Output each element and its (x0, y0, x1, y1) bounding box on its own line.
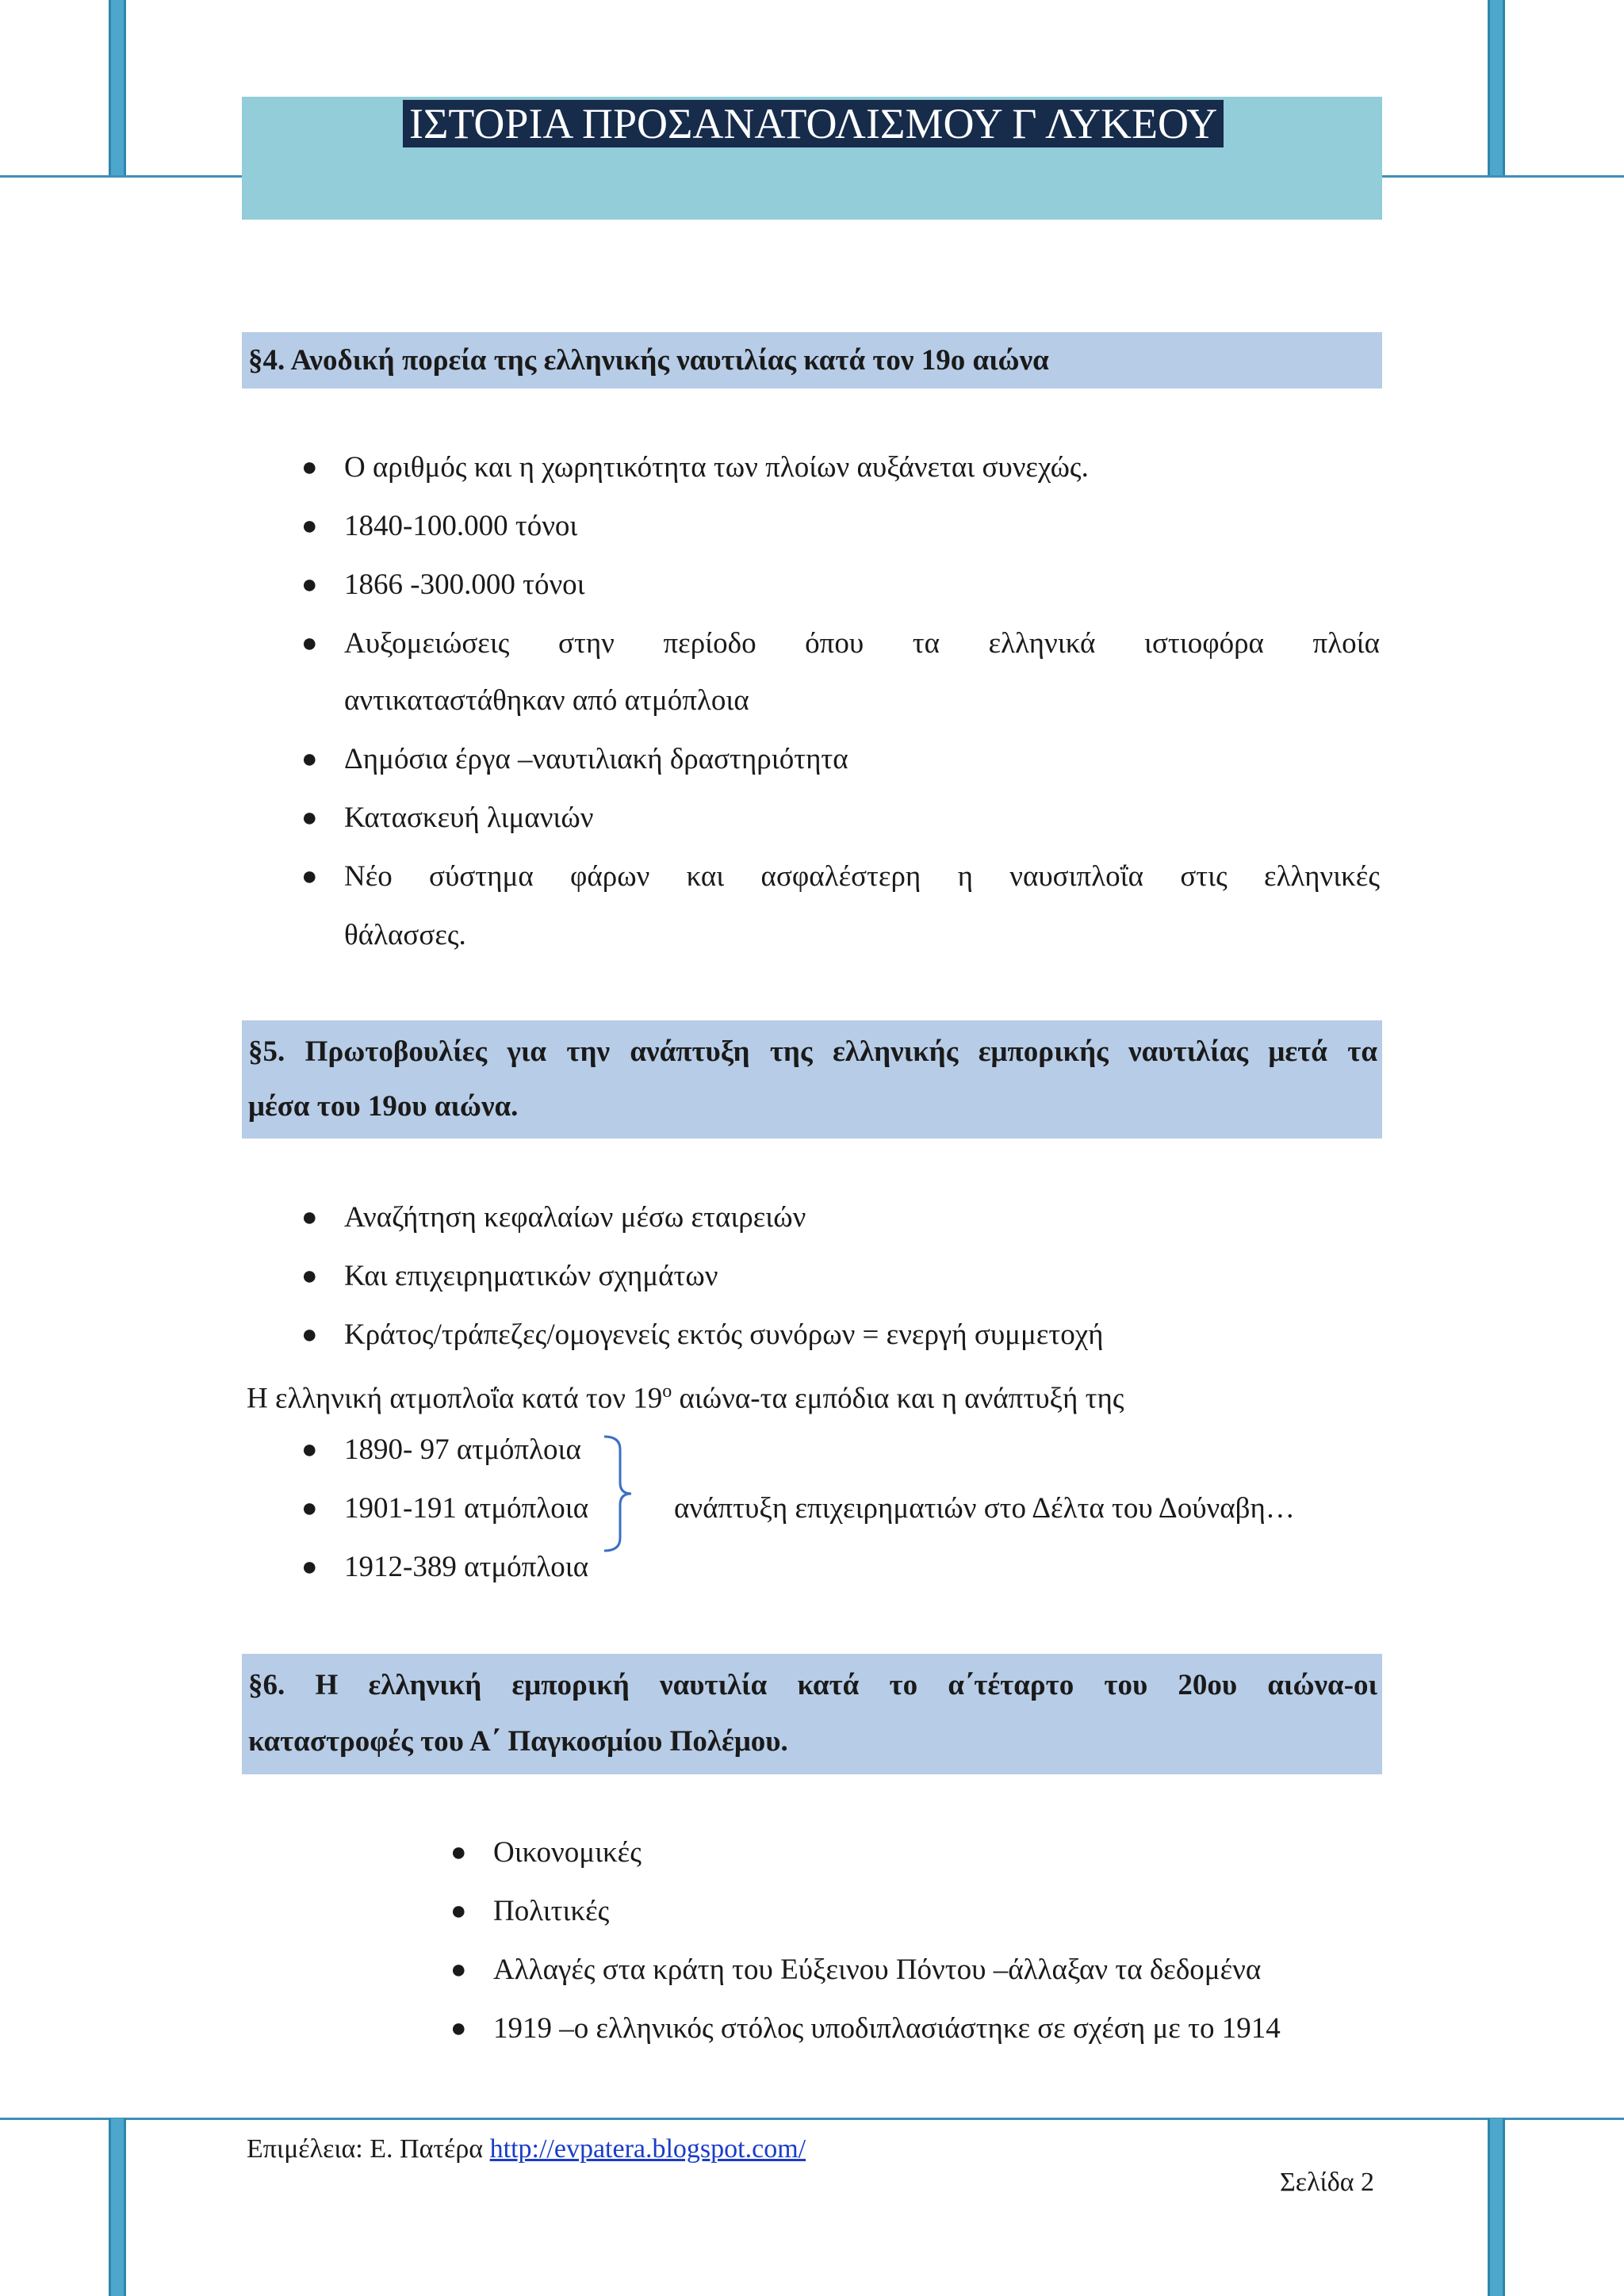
list-item: ● Δημόσια έργα –ναυτιλιακή δραστηριότητα (344, 730, 1380, 789)
footer-credit (247, 2132, 806, 2167)
list-item: ● Οικονομικές (493, 1823, 1381, 1882)
bullet-icon: ● (301, 570, 318, 599)
bullet-icon: ● (450, 1838, 467, 1867)
bullet-icon: ● (301, 629, 318, 658)
footer-editor: Επιμέλεια: Ε. Πατέρα (247, 2134, 490, 2164)
blog-link[interactable]: http://evpatera.blogspot.com/ (489, 2134, 806, 2164)
list-item: ● 1901-191 ατμόπλοια (344, 1479, 677, 1538)
bullet-icon: ● (301, 1261, 318, 1291)
brace-note: ανάπτυξη επιχειρηματιών στο Δέλτα του Δούναβη… (674, 1492, 1295, 1525)
list-item: ● Αλλαγές στα κράτη του Εύξεινου Πόντου –άλλαξαν τα δεδομένα (493, 1941, 1381, 1999)
list-item: ● 1840-100.000 τόνοι (344, 497, 1380, 556)
list-item: ● Νέο σύστημα φάρων και ασφαλέστερη η ναυσιπλοΐα στις ελληνικές θάλασσες. (344, 848, 1380, 965)
list-item: ● Ο αριθμός και η χωρητικότητα των πλοίων αυξάνεται συνεχώς. (344, 438, 1380, 497)
section-6-list (450, 1823, 1381, 2058)
list-item: ● Κράτος/τράπεζες/ομογενείς εκτός συνόρων = ενεργή συμμετοχή (344, 1306, 1380, 1364)
section-5-heading-band (242, 1020, 1382, 1138)
list-item: ● 1912-389 ατμόπλοια (344, 1538, 677, 1597)
list-item: ● 1919 –ο ελληνικός στόλος υποδιπλασιάστηκε σε σχέση με το 1914 (493, 1999, 1381, 2058)
list-item: ● Και επιχειρηματικών σχημάτων (344, 1247, 1380, 1306)
list-item: ● 1866 -300.000 τόνοι (344, 556, 1380, 614)
bullet-icon: ● (301, 803, 318, 832)
bullet-icon: ● (301, 453, 318, 482)
list-item: ● Αυξομειώσεις στην περίοδο όπου τα ελληνικά ιστιοφόρα πλοία αντικαταστάθηκαν από ατμόπλοια (344, 614, 1380, 730)
bullet-icon: ● (301, 1494, 318, 1523)
bullet-icon: ● (301, 1320, 318, 1349)
list-item: ● Πολιτικές (493, 1882, 1381, 1941)
page-title: ΙΣΤΟΡΙΑ ΠΡΟΣΑΝΑΤΟΛΙΣΜΟΥ Γ ΛΥΚΕΟΥ (403, 100, 1224, 147)
bullet-icon: ● (301, 862, 318, 891)
right-brace-icon (599, 1433, 639, 1554)
list-item: ● Κατασκευή λιμανιών (344, 789, 1380, 848)
section-5-list (301, 1188, 1380, 1364)
bullet-icon: ● (301, 1203, 318, 1232)
section-4-heading: §4. Ανοδική πορεία της ελληνικής ναυτιλίας κατά τον 19ο αιώνα (248, 344, 1049, 377)
bullet-icon: ● (450, 1955, 467, 1984)
bullet-icon: ● (301, 1552, 318, 1582)
footer-rule (0, 2118, 1624, 2120)
section-5-heading-line-1: §5. Πρωτοβουλίες για την ανάπτυξη της ελληνικής εμπορικής ναυτιλίας μετά τα (248, 1035, 1377, 1068)
section-4-heading-band (242, 332, 1382, 388)
page-number: Σελίδα 2 (1280, 2168, 1375, 2197)
bullet-icon: ● (450, 1896, 467, 1926)
list-item: ● 1890- 97 ατμόπλοια (344, 1421, 677, 1479)
section-6-heading-line-1: §6. Η ελληνική εμπορική ναυτιλία κατά το α΄τέταρτο του 20ου αιώνα-οι (248, 1669, 1377, 1701)
section-4-list (301, 438, 1380, 965)
left-top-bar (109, 0, 126, 176)
bullet-icon: ● (301, 511, 318, 541)
steamship-intro: Η ελληνική ατμοπλοΐα κατά τον $19^o$ αιώνα-τα εμπόδια και η ανάπτυξή της (247, 1381, 1124, 1415)
right-top-bar (1488, 0, 1505, 176)
bullet-icon: ● (301, 744, 318, 774)
section-6-heading-band (242, 1654, 1382, 1774)
bullet-icon: ● (450, 2014, 467, 2043)
bullet-icon: ● (301, 1435, 318, 1464)
list-item: ● Αναζήτηση κεφαλαίων μέσω εταιρειών (344, 1188, 1380, 1247)
right-bottom-bar (1488, 2118, 1505, 2296)
left-bottom-bar (109, 2118, 126, 2296)
section-5-heading-line-2: μέσα του 19ου αιώνα. (248, 1090, 519, 1123)
section-6-heading-line-2: καταστροφές του Α΄ Παγκοσμίου Πολέμου. (248, 1725, 788, 1758)
